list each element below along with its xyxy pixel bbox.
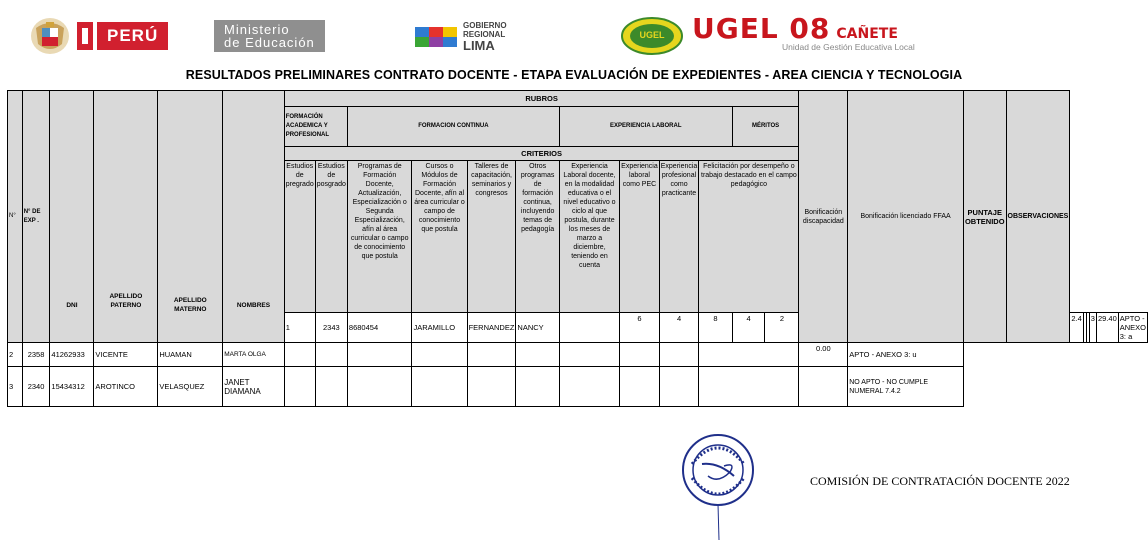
- crit-programas: Programas de Formación Docente, Actualización, Especialización o Segunda Especialización, afín al área curricular o campo de conocimiento que postula: [347, 161, 412, 313]
- ugel-label: UGEL 08: [692, 12, 831, 45]
- row-exp: 2358: [22, 343, 50, 367]
- ugel-logo: [692, 14, 915, 52]
- row-posgrado: [315, 367, 347, 407]
- table-row: [8, 367, 1148, 407]
- gob-line3: LIMA: [463, 38, 495, 53]
- table-row: [8, 343, 1148, 367]
- row-observaciones: APTO - ANEXO 3: a: [1119, 314, 1147, 341]
- crit-talleres: Talleres de capacitación, seminarios y congresos: [467, 161, 516, 313]
- col-n-header: N°: [8, 91, 23, 343]
- ugel-badge-label: UGEL: [639, 30, 665, 40]
- gobierno-regional-logo: [415, 22, 507, 52]
- ministry-line2: de Educación: [224, 34, 315, 50]
- row-pregrado: [284, 343, 315, 367]
- col-bonif-disc-header: Bonificación discapacidad: [799, 91, 848, 343]
- row-n: 1: [284, 313, 315, 343]
- row-felicitacion: 3: [1089, 313, 1096, 343]
- peru-label: PERÚ: [97, 22, 168, 50]
- rubros-header: RUBROS: [284, 91, 799, 107]
- row-talleres: [467, 367, 516, 407]
- row-cursos: [412, 367, 467, 407]
- row-n: 2: [8, 343, 23, 367]
- rubro-meritos: MÉRITOS: [732, 107, 799, 147]
- crit-felicitacion: Felicitación por desempeño o trabajo destacado en el campo pedagógico: [699, 161, 799, 313]
- row-programas: [347, 343, 412, 367]
- col-apellido-materno-header: APELLIDO MATERNO: [158, 91, 223, 343]
- row-posgrado: 6: [620, 313, 660, 343]
- col-observaciones-header: OBSERVACIONES: [1006, 91, 1070, 343]
- col-dni-header: DNI: [50, 91, 94, 343]
- ministry-logo: [214, 20, 325, 52]
- row-otros: [516, 367, 559, 407]
- col-puntaje-header: PUNTAJE OBTENIDO: [963, 91, 1006, 343]
- row-exp-practicante: [659, 367, 699, 407]
- row-exp-pec: [620, 367, 660, 407]
- rubro-formacion-continua: FORMACION CONTINUA: [347, 107, 559, 147]
- results-table: [7, 90, 1148, 407]
- gobierno-regional-icon: [415, 23, 459, 51]
- row-apellido-paterno: AROTINCO: [94, 367, 158, 407]
- ministry-line1: Ministerio: [224, 21, 290, 37]
- row-n: 3: [8, 367, 23, 407]
- row-observaciones: NO APTO - NO CUMPLE NUMERAL 7.4.2: [848, 367, 964, 407]
- row-otros: [516, 343, 559, 367]
- row-exp-docente: 2.4: [1070, 313, 1083, 343]
- row-felicitacion: [699, 367, 799, 407]
- row-felicitacion: [699, 343, 799, 367]
- row-exp-practicante: [659, 343, 699, 367]
- row-exp-pec: [620, 343, 660, 367]
- header-logos: [0, 0, 1148, 88]
- row-otros: 2: [765, 313, 799, 343]
- row-programas: 4: [659, 313, 699, 343]
- col-apellido-paterno-header: APELLIDO PATERNO: [94, 91, 158, 343]
- row-nombres: MARTA OLGA: [223, 343, 284, 367]
- row-nombres: NANCY: [516, 313, 559, 343]
- ugel-badge: [620, 16, 684, 56]
- row-dni: 41262933: [50, 343, 94, 367]
- official-seal: [678, 432, 758, 547]
- row-apellido-paterno: JARAMILLO: [412, 313, 467, 343]
- row-talleres: 4: [732, 313, 765, 343]
- row-pregrado: [284, 367, 315, 407]
- row-pregrado: [559, 313, 619, 343]
- col-nombres-header: NOMBRES: [223, 91, 284, 343]
- col-bonif-ffaa-header: Bonificación licenciado FFAA: [848, 91, 964, 343]
- row-exp: 2343: [315, 313, 347, 343]
- row-talleres: [467, 343, 516, 367]
- peru-logo: [77, 22, 168, 50]
- crit-exp-docente: Experiencia Laboral docente, en la modalidad educativa o el nivel educativo o ciclo al que postula, durante los meses de marzo a diciembre, teniendo en cuenta: [559, 161, 619, 313]
- row-exp-docente: [559, 367, 619, 407]
- row-cursos: [412, 343, 467, 367]
- row-puntaje: 29.40: [1096, 313, 1118, 343]
- row-posgrado: [315, 343, 347, 367]
- crit-posgrado: Estudios de posgrado: [315, 161, 347, 313]
- row-cursos: 8: [699, 313, 732, 343]
- ugel-city: CAÑETE: [836, 26, 898, 42]
- row-apellido-materno: HUAMAN: [158, 343, 223, 367]
- crit-otros: Otros programas de formación continua, incluyendo temas de pedagogía: [516, 161, 559, 313]
- seal-stamp-icon: [678, 432, 758, 542]
- rubro-formacion-academica: FORMACIÓN ACADEMICA Y PROFESIONAL: [284, 107, 347, 147]
- crit-cursos: Cursos o Módulos de Formación Docente, afín al área curricular o campo de conocimiento que postula: [412, 161, 467, 313]
- row-apellido-materno: FERNANDEZ: [467, 313, 516, 343]
- ugel-subtitle: Unidad de Gestión Educativa Local: [782, 42, 915, 52]
- row-nombres: JANET DIAMANA: [223, 367, 284, 407]
- gob-line1: GOBIERNO: [463, 21, 507, 30]
- row-exp-docente: [559, 343, 619, 367]
- row-observaciones: APTO - ANEXO 3: u: [848, 343, 964, 367]
- crit-exp-pec: Experiencia laboral como PEC: [620, 161, 660, 313]
- row-dni: 15434312: [50, 367, 94, 407]
- page-title: RESULTADOS PRELIMINARES CONTRATO DOCENTE - ETAPA EVALUACIÓN DE EXPEDIENTES - AREA CIENCIA Y TECNOLOGIA: [185, 68, 963, 82]
- crit-exp-practicante: Experiencia profesional como practicante: [659, 161, 699, 313]
- row-puntaje: 0.00: [799, 343, 848, 367]
- crit-pregrado: Estudios de pregrado: [284, 161, 315, 313]
- col-exp-header: N° DE EXP .: [22, 91, 50, 343]
- peru-coat-of-arms-icon: [28, 14, 72, 56]
- criterios-header: CRITERIOS: [284, 147, 799, 161]
- commission-label: COMISIÓN DE CONTRATACIÓN DOCENTE 2022: [810, 474, 1070, 488]
- row-exp: 2340: [22, 367, 50, 407]
- row-programas: [347, 367, 412, 407]
- gob-line2: REGIONAL: [463, 30, 506, 39]
- rubro-experiencia-laboral: EXPERIENCIA LABORAL: [559, 107, 732, 147]
- row-puntaje: [799, 367, 848, 407]
- row-apellido-paterno: VICENTE: [94, 343, 158, 367]
- row-apellido-materno: VELASQUEZ: [158, 367, 223, 407]
- row-dni: 8680454: [347, 313, 412, 343]
